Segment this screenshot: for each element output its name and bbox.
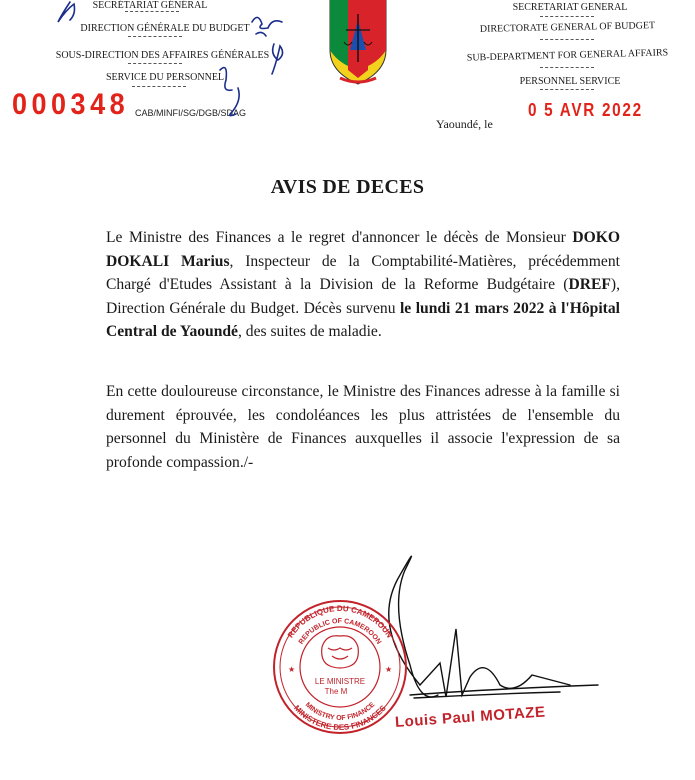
star-icon: ★ [385,665,393,674]
header-right-line2: DIRECTORATE GENERAL OF BUDGET [479,20,656,35]
date-place-of-death: le lundi 21 mars 2022 à l'Hôpital Central de Yaoundé [106,299,620,340]
division-acronym: DREF [568,276,611,293]
reference-code: CAB/MINFI/SG/DGB/SDAG [135,108,247,118]
official-stamp [270,592,410,742]
text-segment: , des suites de maladie. [237,323,382,340]
separator [540,39,594,40]
header-left-line2: DIRECTION GÉNÉRALE DU BUDGET [80,23,250,34]
separator [128,63,182,64]
separator [132,86,186,87]
stamp-text-inner-top: REPUBLIC OF CAMEROON [297,617,383,646]
reference-number: 000348 [12,88,130,121]
header-right-line1: SECRETARIAT GENERAL [512,2,628,13]
separator [540,89,594,90]
text-segment: Le Ministre des Finances a le regret d'annoncer le décès de Monsieur [106,229,573,246]
separator [540,67,594,68]
stamp-center-line2: The M [324,687,348,696]
header-right-line3: SUB-DEPARTMENT FOR GENERAL AFFAIRS [466,47,669,64]
text-segment: ), Direction Générale du Budget. Décès survenu [106,276,620,317]
date-stamp: 0 5 AVR 2022 [528,100,643,120]
header-left-line3: SOUS-DIRECTION DES AFFAIRES GÉNÉRALES [55,50,270,61]
deceased-name: DOKO DOKALI Marius [106,229,620,270]
header-left-line1: SECRÉTARIAT GÉNÉRAL [92,0,208,11]
document-title: AVIS DE DECES [270,176,425,198]
stamp-text-outer-top: REPUBLIQUE DU CAMEROUN [285,603,395,640]
lion-emblem-icon [322,636,359,668]
signatory-name: Louis Paul MOTAZE [394,703,546,731]
separator [128,36,182,37]
place-label: Yaoundé, le [436,117,493,131]
header-right-line4: PERSONNEL SERVICE [519,76,621,87]
stamp-text-inner-bottom: MINISTRY OF FINANCE [303,701,377,723]
announcement-paragraph [106,226,620,344]
separator [540,16,594,17]
star-icon: ★ [288,665,296,674]
text-segment: , Inspecteur de la Comptabilité-Matières, précédemment Chargé d'Etudes Assistant à la Division de la Reforme Budgétaire ( [106,252,620,293]
condolences-paragraph: En cette douloureuse circonstance, le Ministre des Finances adresse à la famille si durement éprouvée, les condoléances les plus attristées de l'ensemble du personnel du Ministère de Finances auxquelles il associe l'expression de sa profonde compassion./- [106,383,620,471]
separator [125,11,179,12]
stamp-text-outer-bottom: MINISTERE DES FINANCES [292,703,388,733]
stamp-center-line1: LE MINISTRE [314,677,366,686]
coat-of-arms-icon [326,0,390,88]
header-left-line4: SERVICE DU PERSONNEL [105,72,225,83]
